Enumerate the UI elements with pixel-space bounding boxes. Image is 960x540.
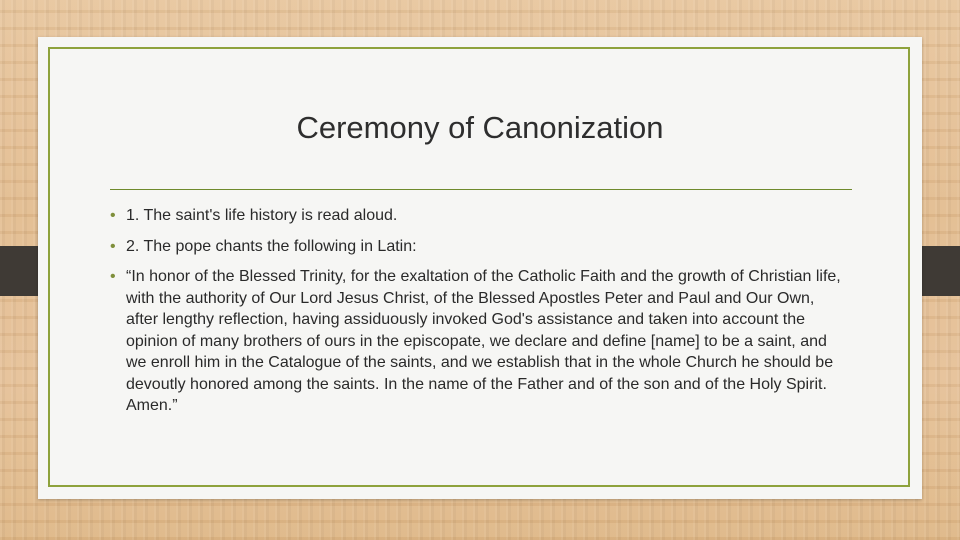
title-divider [110, 189, 852, 190]
bullet-item-3 [110, 266, 850, 417]
bullet-text-1: 1. The saint's life history is read aloud. [126, 207, 398, 224]
bullet-list [110, 205, 850, 426]
bullet-text-2: 2. The pope chants the following in Latin: [126, 237, 417, 255]
bullet-text-3: “In honor of the Blessed Trinity, for the exaltation of the Catholic Faith and the growth of Christian life, with the authority of Our Lord Jesus Christ, of the Blessed Apostles Peter and Paul and Our Own, after lengthy reflection, having assiduously invoked God's assistance and taken into account the opinion of many brothers of ours in the episcopate, we declare and define [name] to be a saint, and we enroll him in the Catalogue of the saints, and we establish that in the whole Church he should be devoutly honored among the saints. In the name of the Father and of the son and of the Holy Spirit. Amen.” [126, 268, 841, 414]
bullet-dot-icon: • [110, 237, 116, 255]
bullet-item-1 [110, 205, 850, 227]
bullet-item-2 [110, 236, 850, 258]
slide-card [38, 37, 922, 499]
slide-title: Ceremony of Canonization [296, 110, 664, 145]
bullet-dot-icon: • [110, 207, 116, 224]
bullet-dot-icon: • [110, 268, 116, 285]
